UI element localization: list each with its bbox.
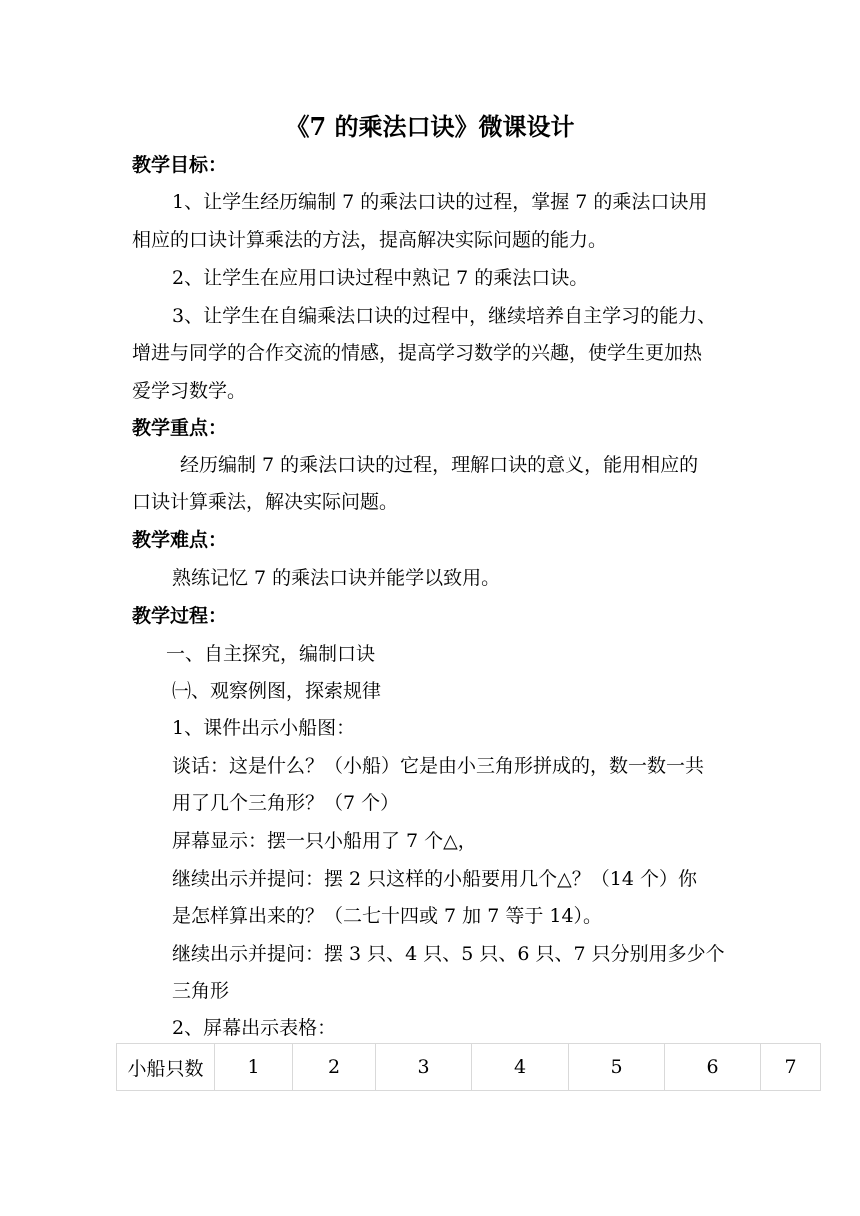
difficulty-text: 熟练记忆 7 的乘法口诀并能学以致用。 bbox=[172, 567, 501, 589]
key-points-line2: 口诀计算乘法，解决实际问题。 bbox=[132, 491, 399, 513]
objective-3-line2: 增进与同学的合作交流的情感，提高学习数学的兴趣，使学生更加热 bbox=[132, 342, 703, 364]
objective-1-line1: 1、让学生经历编制 7 的乘法口诀的过程，掌握 7 的乘法口诀用 bbox=[172, 191, 708, 213]
boat-count-table bbox=[116, 1043, 821, 1091]
table-cell: 5 bbox=[569, 1044, 665, 1091]
dialog-1-line2: 用了几个三角形？（7 个） bbox=[172, 792, 400, 814]
process-sub1: ㈠、观察例图，探索规律 bbox=[172, 680, 382, 702]
objective-3-line1: 3、让学生在自编乘法口诀的过程中，继续培养自主学习的能力、 bbox=[172, 305, 717, 327]
table-cell: 2 bbox=[293, 1044, 376, 1091]
continue-2-line1: 继续出示并提问：摆 3 只、4 只、5 只、6 只、7 只分别用多少个 bbox=[172, 943, 725, 965]
table-cell: 1 bbox=[215, 1044, 293, 1091]
continue-2-line2: 三角形 bbox=[172, 980, 230, 1002]
table-cell: 7 bbox=[761, 1044, 821, 1091]
objective-2: 2、让学生在应用口诀过程中熟记 7 的乘法口诀。 bbox=[172, 267, 589, 289]
table-cell: 6 bbox=[665, 1044, 761, 1091]
table-row bbox=[117, 1044, 821, 1091]
objectives-heading: 教学目标： bbox=[132, 154, 228, 176]
objective-3-line3: 爱学习数学。 bbox=[132, 380, 247, 402]
process-part1: 一、自主探究，编制口诀 bbox=[166, 643, 376, 665]
continue-1-line1: 继续出示并提问：摆 2 只这样的小船要用几个△？（14 个）你 bbox=[172, 868, 697, 890]
key-points-heading: 教学重点： bbox=[132, 417, 228, 439]
table-cell: 3 bbox=[376, 1044, 472, 1091]
step-2: 2、屏幕出示表格： bbox=[172, 1017, 337, 1039]
dialog-1-line1: 谈话：这是什么？（小船）它是由小三角形拼成的，数一数一共 bbox=[172, 755, 705, 777]
process-heading: 教学过程： bbox=[132, 605, 228, 627]
objective-1-line2: 相应的口诀计算乘法的方法，提高解决实际问题的能力。 bbox=[132, 229, 608, 251]
screen-1: 屏幕显示：摆一只小船用了 7 个△， bbox=[172, 830, 477, 852]
step-1: 1、课件出示小船图： bbox=[172, 717, 356, 739]
key-points-line1: 经历编制 7 的乘法口诀的过程，理解口诀的意义，能用相应的 bbox=[180, 454, 699, 476]
difficulty-heading: 教学难点： bbox=[132, 529, 228, 551]
continue-1-line2: 是怎样算出来的？（二七十四或 7 加 7 等于 14）。 bbox=[172, 905, 603, 927]
table-cell: 4 bbox=[472, 1044, 569, 1091]
document-title: 《7 的乘法口诀》微课设计 bbox=[285, 112, 575, 141]
table-header-cell: 小船只数 bbox=[117, 1044, 215, 1091]
